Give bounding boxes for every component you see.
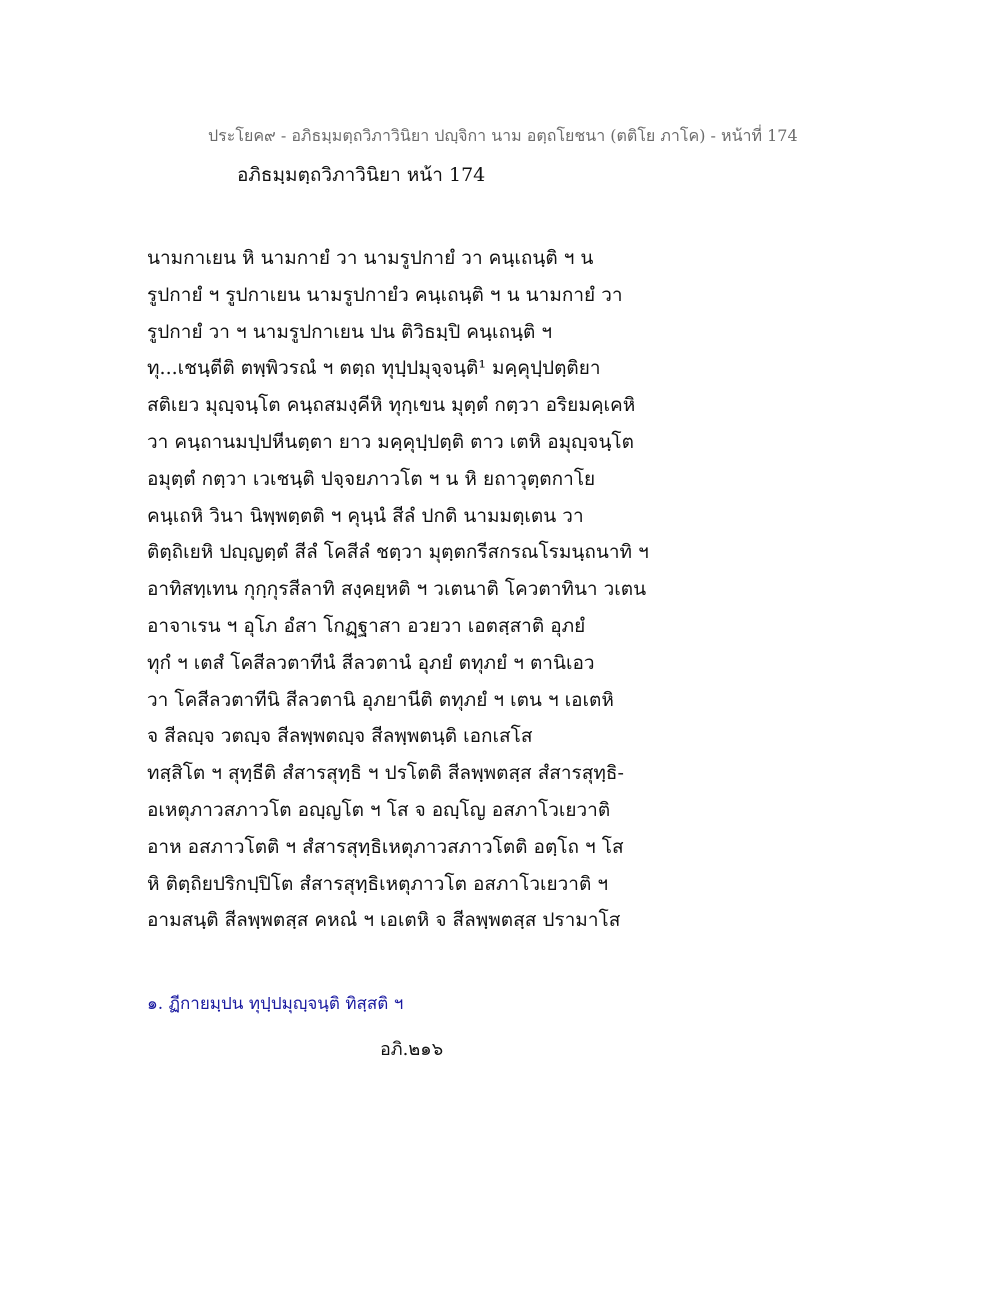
text-line: คนฺเถหิ วินา นิพฺพตฺตติ ฯ คุนฺนํ สีลํ ปกติ นามมตฺเตน วา [147, 504, 584, 527]
text-line: ทสฺสิโต ฯ สุทฺธีติ สํสารสุทฺธิ ฯ ปรโตติ สีลพฺพตสฺส สํสารสุทฺธิ- [147, 762, 624, 785]
text-line: รูปกายํ วา ฯ นามรูปกาเยน ปน ติวิธมฺปิ คนฺเถนฺติ ฯ [147, 320, 553, 343]
text-line: จ สีลญฺจ วตญฺจ สีลพฺพตญฺจ สีลพฺพตนฺติ เอกเสโส [147, 725, 533, 748]
page-heading: อภิธมฺมตฺถวิภาวินิยา หน้า 174 [237, 164, 486, 186]
text-line: รูปกายํ ฯ รูปกาเยน นามรูปกายํว คนฺเถนฺติ ฯ น นามกายํ วา [147, 283, 623, 306]
text-line: อมุตฺตํ กตฺวา เวเชนฺติ ปจฺจยภาวโต ฯ น หิ ยถาวุตฺตกาโย [147, 467, 596, 490]
text-line: วา คนฺถานมปฺปหีนตฺตา ยาว มคฺคุปฺปตฺติ ตาว เตหิ อมุญฺจนฺโต [147, 430, 634, 453]
text-line: ติตฺถิเยหิ ปญฺญตฺตํ สีลํ โคสีลํ ชตฺวา มุตฺตกรีสกรณโรมนฺถนาทิ ฯ [147, 541, 649, 564]
text-line: อามสนฺติ สีลพฺพตสฺส คหณํ ฯ เอเตหิ จ สีลพฺพตสฺส ปรามาโส [147, 909, 621, 932]
text-line: อาจาเรน ฯ อุโภ อํสา โกฏฺฐาสา อวยวา เอตสฺสาติ อุภยํ [147, 614, 586, 637]
text-line: อเหตุภาวสภาวโต อญฺญโต ฯ โส จ อญฺโญ อสภาโวเยวาติ [147, 798, 611, 821]
text-line: ทุ...เชนฺตีติ ตพฺพิวรณํ ฯ ตตฺถ ทุปฺปมุจฺจนฺติ¹ มคฺคุปฺปตฺติยา [147, 357, 601, 380]
body-text [147, 240, 687, 939]
text-line: หิ ติตฺถิยปริกปฺปิโต สํสารสุทฺธิเหตุภาวโต อสภาโวเยวาติ ฯ [147, 872, 609, 895]
text-line: ทุกํ ฯ เตสํ โคสีลวตาทีนํ สีลวตานํ อุภยํ ตทุภยํ ฯ ตานิเอว [147, 651, 595, 674]
page-reference: อภิ.๒๑๖ [380, 1039, 444, 1060]
running-header: ประโยค๙ - อภิธมฺมตฺถวิภาวินิยา ปญฺจิกา นาม อตฺถโยชนา (ตติโย ภาโค) - หน้าที่ 174 [208, 126, 798, 145]
text-line: อาทิสทฺเทน กุกฺกุรสีลาทิ สงฺคยฺหติ ฯ วเตนาติ โควตาทินา วเตน [147, 578, 647, 601]
footnote: ๑. ฏีกายมฺปน ทุปฺปมุญฺจนฺติ ทิสฺสติ ฯ [147, 994, 404, 1014]
text-line: วา โคสีลวตาทีนิ สีลวตานิ อุภยานีติ ตทุภยํ ฯ เตน ฯ เอเตหิ [147, 688, 614, 711]
text-line: สติเยว มุญฺจนฺโต คนฺถสมงฺคีหิ ทุกฺเขน มุตฺตํ กตฺวา อริยมคฺเคหิ [147, 394, 636, 417]
text-line: นามกาเยน หิ นามกายํ วา นามรูปกายํ วา คนฺเถนฺติ ฯ น [147, 247, 594, 269]
text-line: อาห อสภาวโตติ ฯ สํสารสุทฺธิเหตุภาวสภาวโตติ อตฺโถ ฯ โส [147, 835, 624, 858]
